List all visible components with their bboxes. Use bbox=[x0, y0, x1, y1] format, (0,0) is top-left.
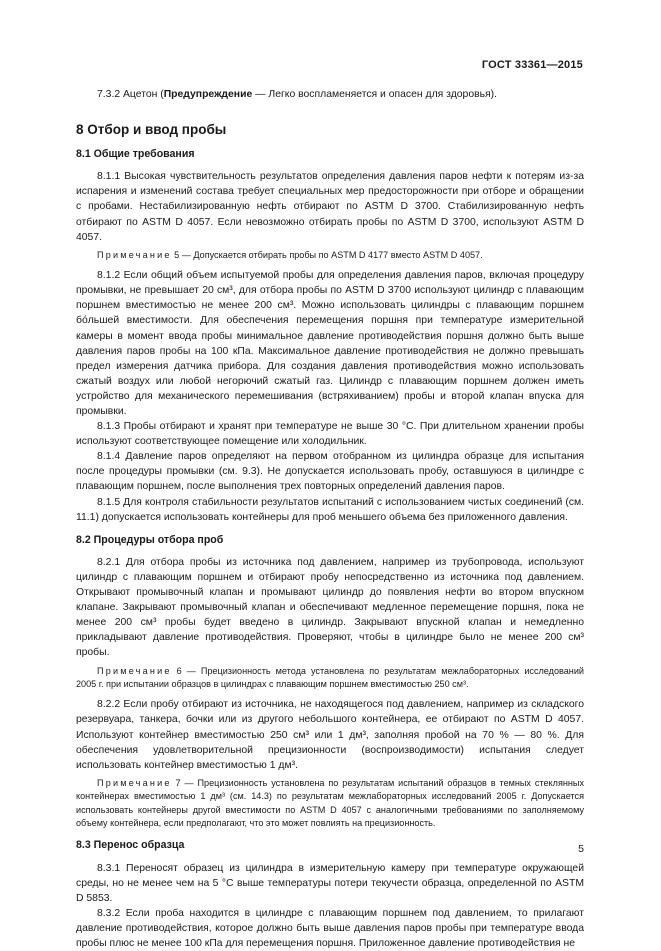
note-6 bbox=[76, 665, 584, 692]
section-8-1-title: 8.1 Общие требования bbox=[76, 148, 195, 161]
paragraph-8-1-2: 8.1.2 Если общий объем испытуемой пробы для определения давления паров, включая процедуру промывки, не превышает 20 см³, для отбора пробы по ASTM D 3700 используют цилиндр с плавающим поршнем вместимостью не менее 200 см³. Можно использовать цилиндры с плавающим поршнем бо́льшей вместимости. Для обеспечения перемещения поршня при температуре измерительной камеры в момент ввода пробы минимальное давление противодействия поршня должно быть выше давления паров пробы на 100 кПа. Максимальное давление противодействия не должно превышать предел измерения датчика прибора. Для создания давления противодействия можно использовать сжатый воздух или любой негорючий сжатый газ. Цилиндр с плавающим поршнем должен иметь устройство для механического перемешивания (встряхиванием) пробы и второй клапан впуска для промывки. bbox=[76, 270, 584, 417]
paragraph-8-1-4: 8.1.4 Давление паров определяют на первом отобранном из цилиндра образце для испытания после процедуры промывки (см. 9.3). Не допускается использовать пробу, оставшуюся в цилиндре с плавающим поршнем, после выполнения трех повторных определений давления паров. bbox=[76, 451, 584, 493]
page-content bbox=[76, 87, 584, 951]
note-7 bbox=[76, 777, 584, 831]
paragraph-8-1-1: 8.1.1 Высокая чувствительность результатов определения давления паров нефти к потерям из-за испарения и изменений состава требует специальных мер предосторожности при отборе и обращении с пробами. Нестабилизированную нефть отбирают по ASTM D 3700. Стабилизированную нефть отбирают по ASTM D 4057. Если невозможно отбирать пробы по ASTM D 3700, используют ASTM D 4057. bbox=[76, 171, 584, 243]
warning-label: Предупреждение bbox=[163, 89, 253, 100]
section-8-3-title: 8.3 Перенос образца bbox=[76, 839, 185, 852]
text-fragment: — Легко воспламеняется и опасен для здоровья). bbox=[252, 89, 498, 100]
note-text: 5 — Допускается отбирать пробы по ASTM D 4177 вместо ASTM D 4057. bbox=[171, 249, 483, 260]
section-8-2-title: 8.2 Процедуры отбора проб bbox=[76, 533, 224, 546]
page-number: 5 bbox=[578, 843, 584, 855]
paragraph-7-3-2 bbox=[76, 87, 584, 102]
paragraph-8-1-5: 8.1.5 Для контроля стабильности результатов испытаний с использованием чистых соединений (см. 11.1) допускается использовать контейнеры для проб меньшего объема без приложенного давления. bbox=[76, 496, 584, 523]
note-text: 6 — Прецизионность метода установлена по результатам межлабораторных исследований 2005 г. при испытании образцов в цилиндрах с плавающим поршнем вместимостью 250 см³. bbox=[76, 665, 584, 689]
note-5 bbox=[76, 249, 584, 262]
paragraph-8-1-3: 8.1.3 Пробы отбирают и хранят при температуре не выше 30 °С. При длительном хранении пробы используют соответствующее помещение или холодильник. bbox=[76, 421, 584, 448]
paragraph-8-2-1: 8.2.1 Для отбора пробы из источника под давлением, например из трубопровода, используют цилиндр с плавающим поршнем и отбирают пробу непосредственно из источника под давлением. Открывают промывочный клапан и промывают цилиндр до появления нефти во втором впускном клапане. Закрывают промывочный клапан и обеспечивают медленное перемещение поршня, пока не менее 200 см³ пробы будет введено в цилиндр. Закрывают впускной клапан и немедленно прикладывают давление противодействия. Проверяют, чтобы в цилиндре было не менее 200 см³ пробы. bbox=[76, 556, 584, 659]
note-text: 7 — Прецизионность установлена по результатам испытаний образцов в темных стеклянных контейнерах вместимостью 1 дм³ (см. 14.3) по результатам межлабораторных исследований 2005 г. Допускается использовать контейнеры другой вместимости по ASTM D 4057 с аналогичными требованиями по заполняемому объему контейнера, если предполагают, что это может повлиять на прецизионность. bbox=[76, 777, 584, 828]
note-label: Примечание bbox=[97, 249, 172, 260]
note-label: Примечание bbox=[97, 665, 172, 676]
text-fragment: 7.3.2 Ацетон ( bbox=[97, 89, 164, 100]
paragraph-8-2-2: 8.2.2 Если пробу отбирают из источника, не находящегося под давлением, например из складского резервуара, танкера, бочки или из другого небольшого контейнера, ее отбирают по ASTM D 4057. Используют контейнер вместимостью 250 см³ или 1 дм³, заполняя пробой на 70 % — 80 %. Для обеспечения удовлетворительной прецизионности (воспроизводимости) испытания следует использовать контейнер вместимостью 1 дм³. bbox=[76, 699, 584, 771]
section-8-title: 8 Отбор и ввод пробы bbox=[76, 122, 227, 138]
standard-number: ГОСТ 33361—2015 bbox=[481, 59, 583, 71]
paragraph-8-3-1: 8.3.1 Переносят образец из цилиндра в измерительную камеру при температуре окружающей среды, но не менее чем на 5 °С выше температуры потери текучести образца, определенной по ASTM D 5853. bbox=[76, 862, 584, 904]
paragraph-8-3-2: 8.3.2 Если проба находится в цилиндре с плавающим поршнем под давлением, то прилагают давление противодействия, которое должно быть выше давления паров пробы при температуре ввода пробы плюс не менее 100 кПа для перемещения поршня. Приложенное давление противодействия не bbox=[76, 907, 584, 949]
note-label: Примечание bbox=[97, 777, 172, 788]
